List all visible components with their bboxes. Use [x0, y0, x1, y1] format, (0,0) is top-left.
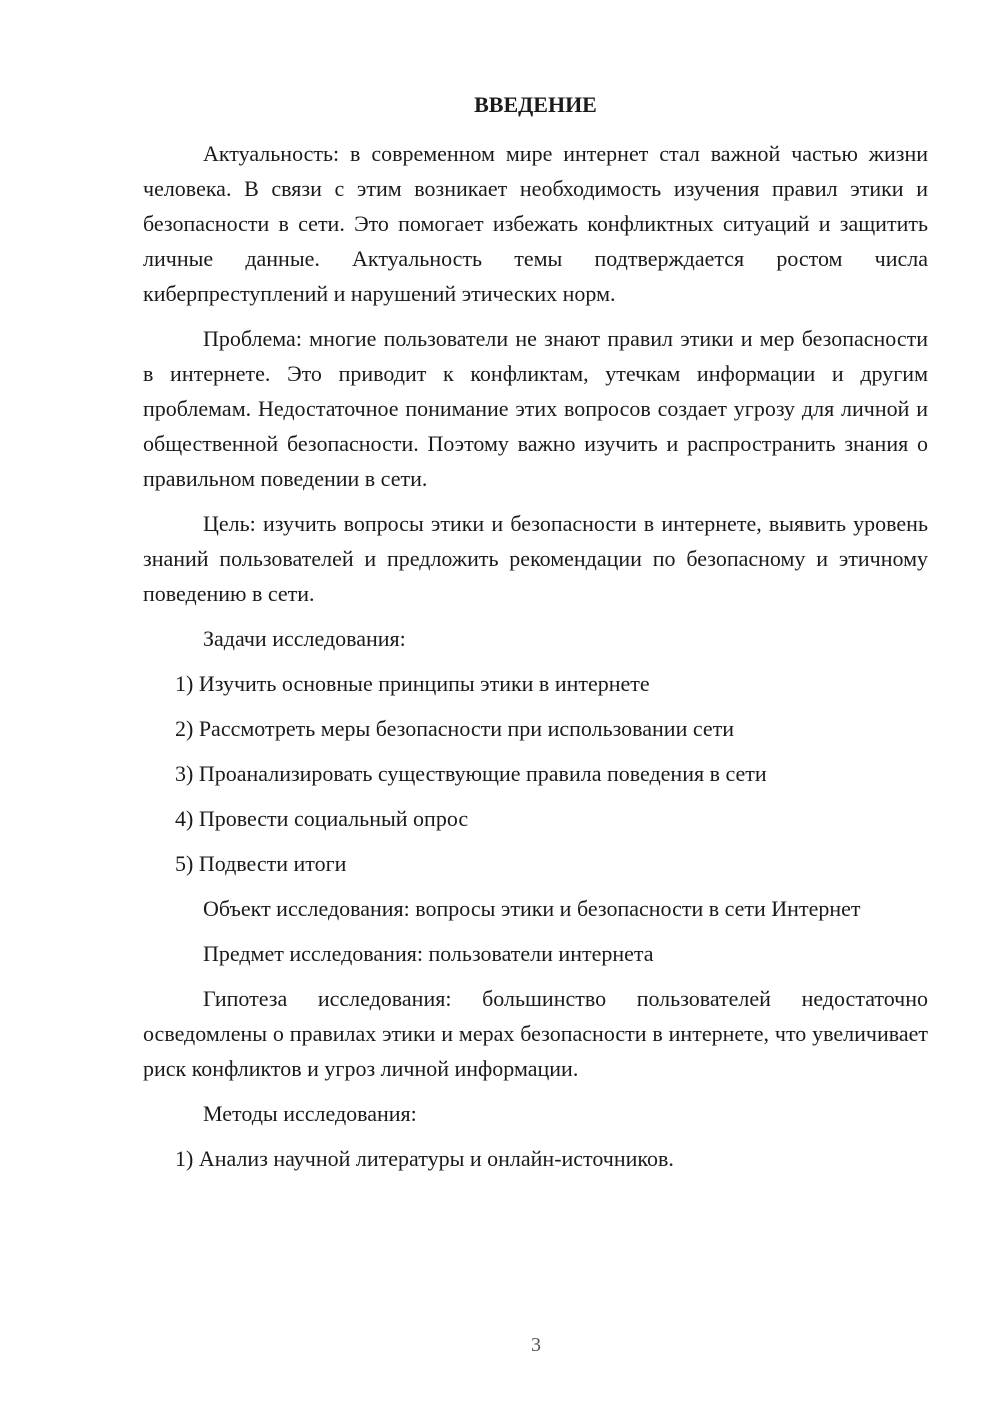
hypothesis-paragraph: Гипотеза исследования: большинство пользователей недостаточно осведомлены о правилах этики и мерах безопасности в интернете, что увеличивает риск конфликтов и угроз личной информации. [143, 986, 928, 1081]
tasks-heading: Задачи исследования: [203, 626, 406, 651]
task-item: 3) Проанализировать существующие правила поведения в сети [175, 761, 767, 786]
task-item: 2) Рассмотреть меры безопасности при использовании сети [175, 716, 735, 741]
subject-line: Предмет исследования: пользователи интернета [203, 941, 654, 966]
page-number: 3 [531, 1334, 541, 1356]
method-item: 1) Анализ научной литературы и онлайн-источников. [175, 1146, 674, 1171]
methods-heading: Методы исследования: [203, 1101, 417, 1126]
problem-paragraph: Проблема: многие пользователи не знают правил этики и мер безопасности в интернете. Это приводит к конфликтам, утечкам информации и другим проблемам. Недостаточное понимание этих вопросов создает угрозу для личной и общественной безопасности. Поэтому важно изучить и распространить знания о правильном поведении в сети. [143, 326, 928, 491]
task-item: 5) Подвести итоги [175, 851, 347, 876]
task-item: 1) Изучить основные принципы этики в интернете [175, 671, 650, 696]
goal-paragraph: Цель: изучить вопросы этики и безопасности в интернете, выявить уровень знаний пользователей и предложить рекомендации по безопасному и этичному поведению в сети. [143, 511, 928, 606]
task-item: 4) Провести социальный опрос [175, 806, 469, 831]
object-paragraph: Объект исследования: вопросы этики и безопасности в сети Интернет [203, 896, 861, 921]
section-title: ВВЕДЕНИЕ [474, 92, 597, 117]
relevance-paragraph: Актуальность: в современном мире интернет стал важной частью жизни человека. В связи с этим возникает необходимость изучения правил этики и безопасности в сети. Это помогает избежать конфликтных ситуаций и защитить личные данные. Актуальность темы подтверждается ростом числа киберпреступлений и нарушений этических норм. [143, 141, 928, 306]
document-page [143, 92, 928, 1186]
